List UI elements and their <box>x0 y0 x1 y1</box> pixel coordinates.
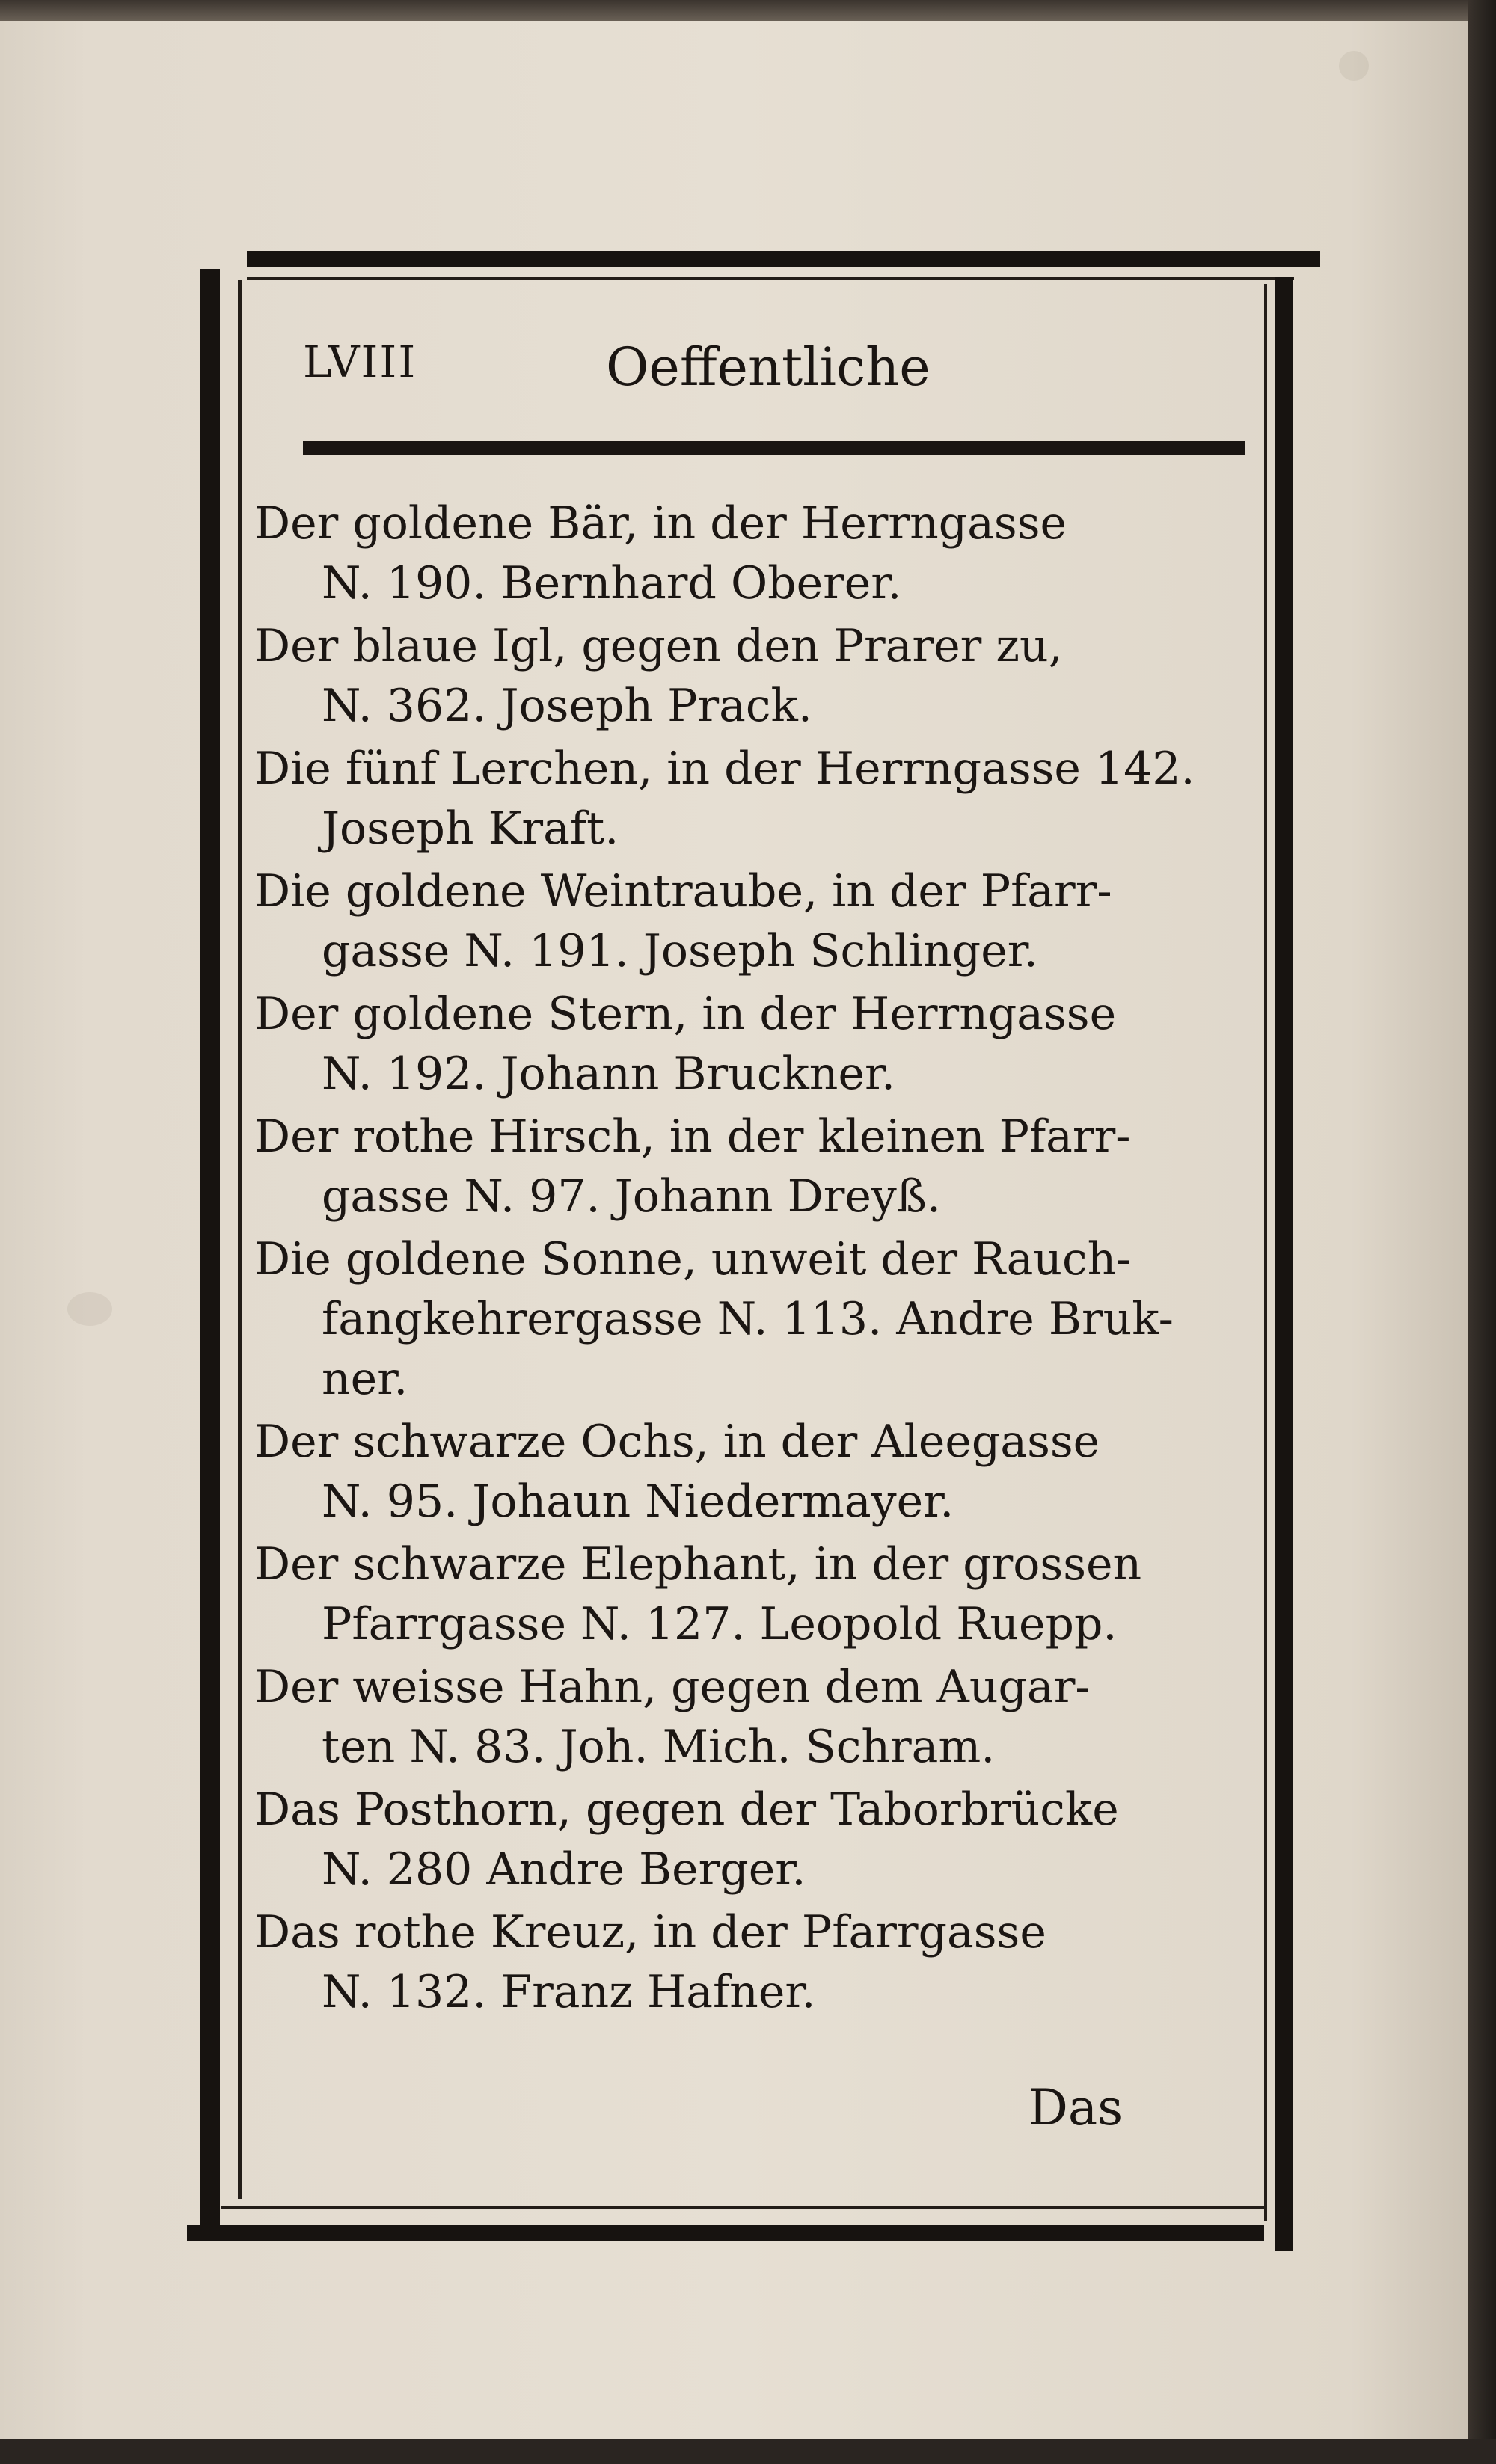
frame-top-rule <box>247 251 1320 267</box>
inn-list <box>254 494 1257 2025</box>
entry-detail-line: Pfarrgasse N. 127. Leopold Ruepp. <box>322 1598 1118 1650</box>
frame-left-rule <box>200 269 220 2228</box>
entry-detail-line: N. 192. Johann Bruckner. <box>322 1048 896 1100</box>
running-title: Oeffentliche <box>606 337 931 398</box>
page-number: LVIII <box>303 337 417 387</box>
frame-right-rule <box>1275 277 1293 2251</box>
entry-detail-line: N. 190. Bernhard Oberer. <box>322 557 902 609</box>
list-item <box>254 1780 1257 1899</box>
frame-left-inner-rule <box>238 280 242 2199</box>
entry-name-line: Der schwarze Ochs, in der Aleegasse <box>254 1416 1100 1468</box>
entry-name-line: Der goldene Bär, in der Herrngasse <box>254 497 1067 550</box>
entry-name-line: Das rothe Kreuz, in der Pfarrgasse <box>254 1906 1046 1958</box>
list-item <box>254 984 1257 1104</box>
list-item <box>254 616 1257 736</box>
list-item <box>254 739 1257 858</box>
list-item <box>254 1902 1257 2022</box>
entry-name-line: Der goldene Stern, in der Herrngasse <box>254 988 1117 1040</box>
entry-name-line: Der weisse Hahn, gegen dem Augar- <box>254 1661 1091 1713</box>
list-item <box>254 1657 1257 1777</box>
frame-top-inner-rule <box>247 277 1294 280</box>
paper-stain <box>1339 51 1369 81</box>
entry-detail-line: N. 362. Joseph Prack. <box>322 680 812 732</box>
entry-name-line: Die goldene Sonne, unweit der Rauch- <box>254 1233 1132 1285</box>
list-item <box>254 1229 1257 1409</box>
entry-name-line: Die fünf Lerchen, in der Herrngasse 142. <box>254 743 1195 795</box>
catchword: Das <box>1028 2079 1123 2136</box>
entry-name-line: Der schwarze Elephant, in der grossen <box>254 1538 1142 1591</box>
list-item <box>254 1412 1257 1531</box>
entry-name-line: Das Posthorn, gegen der Taborbrücke <box>254 1784 1119 1836</box>
frame-right-inner-rule <box>1264 284 1267 2221</box>
list-item <box>254 1107 1257 1226</box>
list-item <box>254 494 1257 613</box>
entry-detail-line: gasse N. 191. Joseph Schlinger. <box>322 925 1038 977</box>
entry-name-line: Die goldene Weintraube, in der Pfarr- <box>254 865 1112 918</box>
frame-bottom-inner-rule <box>221 2206 1264 2209</box>
book-bottom-edge <box>0 2439 1496 2464</box>
entry-name-line: Der blaue Igl, gegen den Prarer zu, <box>254 620 1063 672</box>
entry-detail-line: ten N. 83. Joh. Mich. Schram. <box>322 1721 996 1773</box>
frame-bottom-rule <box>187 2225 1264 2241</box>
list-item <box>254 1534 1257 1654</box>
entry-detail-line: ner. <box>322 1353 408 1405</box>
paper-stain <box>67 1292 112 1326</box>
entry-detail-line: N. 95. Johaun Niedermayer. <box>322 1475 954 1528</box>
entry-detail-line: fangkehrergasse N. 113. Andre Bruk- <box>322 1293 1174 1345</box>
entry-detail-line: N. 132. Franz Hafner. <box>322 1966 816 2018</box>
entry-name-line: Der rothe Hirsch, in der kleinen Pfarr- <box>254 1110 1131 1163</box>
entry-detail-line: Joseph Kraft. <box>322 802 619 855</box>
book-gutter <box>1468 0 1496 2464</box>
header-rule <box>303 441 1245 455</box>
entry-detail-line: gasse N. 97. Johann Dreyß. <box>322 1170 941 1223</box>
list-item <box>254 861 1257 981</box>
entry-detail-line: N. 280 Andre Berger. <box>322 1843 806 1896</box>
book-top-edge <box>0 0 1496 22</box>
